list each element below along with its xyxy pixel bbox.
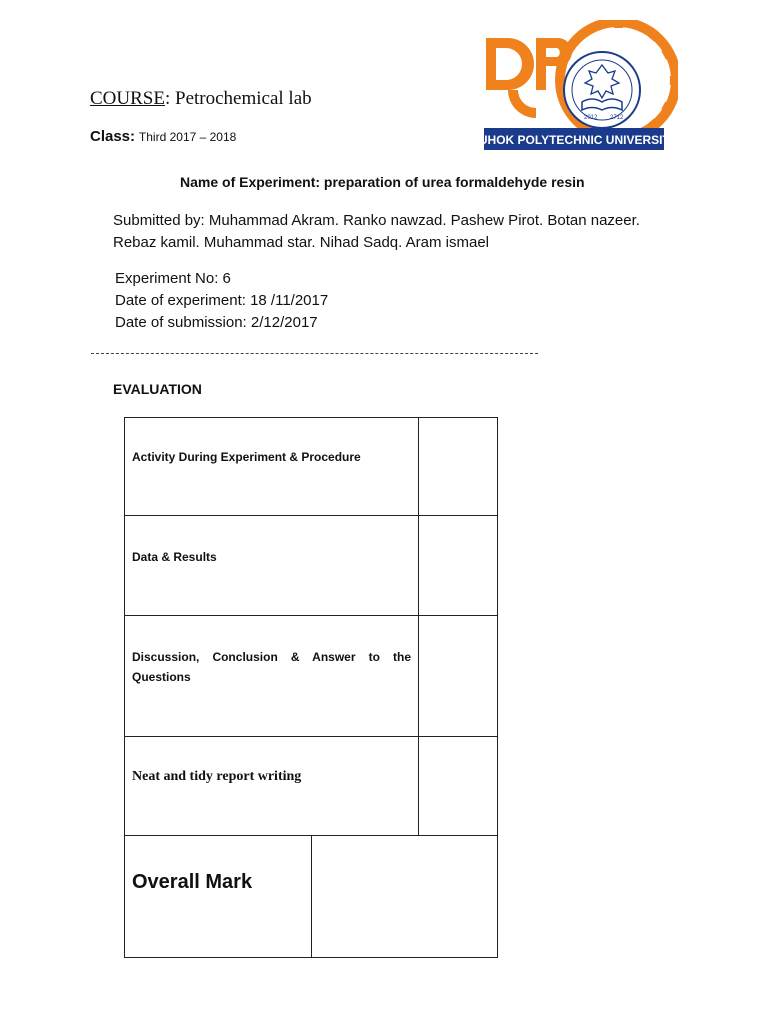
logo-year-right: 2712 — [610, 115, 624, 121]
dpu-logo-icon — [478, 20, 678, 160]
submitted-line-2: Rebaz kamil. Muhammad star. Nihad Sadq. Aram ismael — [113, 234, 489, 251]
course-colon: : — [164, 88, 171, 109]
mark-cell[interactable] — [419, 516, 497, 615]
evaluation-row — [125, 418, 497, 516]
criterion-label: Data & Results — [132, 550, 217, 564]
date-of-experiment: Date of experiment: 18 /11/2017 — [115, 292, 329, 309]
overall-mark-row — [125, 836, 497, 957]
overall-mark-label: Overall Mark — [132, 871, 253, 893]
logo-year-left: 2012 — [584, 115, 598, 121]
mark-cell[interactable] — [419, 737, 497, 835]
criterion-label: Activity During Experiment & Procedure — [132, 450, 361, 464]
logo-brand-name: DUHOK POLYTECHNIC UNIVERSITY — [478, 133, 678, 147]
mark-cell[interactable] — [419, 616, 497, 736]
class-value: Third 2017 – 2018 — [138, 130, 237, 144]
experiment-number: Experiment No: 6 — [115, 270, 231, 287]
criterion-cell — [125, 737, 419, 835]
criterion-cell — [125, 616, 419, 736]
experiment-info — [115, 268, 328, 334]
overall-label-cell — [125, 836, 312, 957]
evaluation-row — [125, 616, 497, 737]
criterion-cell — [125, 516, 419, 615]
evaluation-title: EVALUATION — [113, 381, 202, 397]
mark-cell[interactable] — [419, 418, 497, 515]
course-label: COURSE — [90, 88, 165, 109]
dashed-divider — [91, 353, 538, 354]
university-logo — [478, 20, 678, 160]
criterion-label: Discussion, Conclusion & Answer to the Questions — [132, 650, 411, 684]
course-line — [90, 88, 312, 110]
criterion-label: Neat and tidy report writing — [132, 769, 302, 784]
evaluation-table — [124, 417, 498, 958]
evaluation-row — [125, 737, 497, 836]
class-label: Class: — [90, 128, 136, 145]
submitted-by — [113, 210, 713, 254]
evaluation-row — [125, 516, 497, 616]
experiment-name: Name of Experiment: preparation of urea formaldehyde resin — [180, 174, 585, 190]
date-of-submission: Date of submission: 2/12/2017 — [115, 314, 318, 331]
course-value: Petrochemical lab — [175, 88, 312, 109]
submitted-line-1: Submitted by: Muhammad Akram. Ranko nawzad. Pashew Pirot. Botan nazeer. — [113, 212, 640, 229]
class-line — [90, 128, 236, 145]
criterion-cell — [125, 418, 419, 515]
